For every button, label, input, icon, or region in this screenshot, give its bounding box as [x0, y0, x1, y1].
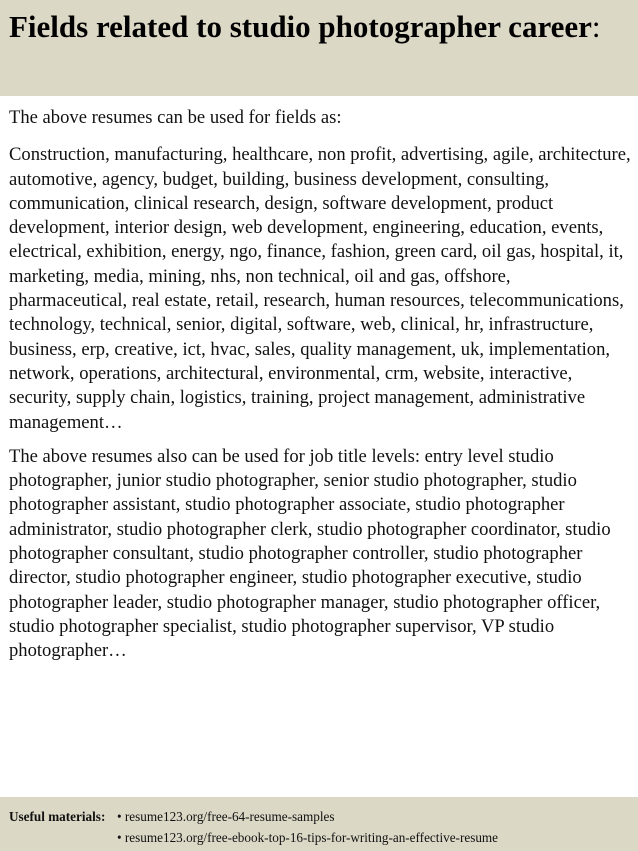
resource-link-resume-samples[interactable]: • resume123.org/free-64-resume-samples [117, 809, 335, 824]
page-title-main: Fields related to studio photographer career [9, 9, 592, 44]
main-content [9, 106, 631, 674]
footer-label-spacer [9, 827, 117, 848]
footer-content [9, 806, 629, 848]
intro-text: The above resumes can be used for fields as: [9, 107, 342, 128]
fields-list-text: Construction, manufacturing, healthcare, non profit, advertising, agile, architecture, automotive, agency, budget, building, business development, consulting, communication, clinical research, design, software development, product development, interior design, web development, engineering, education, events, electrical, exhibition, energy, ngo, finance, fashion, green card, oil gas, hospital, it, marketing, media, mining, nhs, non technical, oil and gas, offshore, pharmaceutical, real estate, retail, research, human resources, telecommunications, technology, technical, senior, digital, software, web, clinical, hr, infrastructure, business, erp, creative, ict, hvac, sales, quality management, uk, implementation, network, operations, architectural, environmental, crm, website, interactive, security, supply chain, logistics, training, project management, administrative management… [9, 144, 631, 433]
page-title-colon: : [591, 9, 601, 44]
useful-materials-label-colon: : [100, 809, 106, 824]
resource-link-ebook-tips[interactable]: • resume123.org/free-ebook-top-16-tips-for-writing-an-effective-resume [117, 830, 499, 845]
footer-row-1 [9, 806, 629, 827]
useful-materials-label [9, 806, 117, 827]
job-levels-text: The above resumes also can be used for job title levels: entry level studio photographer, junior studio photographer, senior studio photographer, studio photographer assistant, studio photographer associate, studio photographer administrator, studio photographer clerk, studio photographer coordinator, studio photographer consultant, studio photographer controller, studio photographer director, studio photographer engineer, studio photographer executive, studio photographer leader, studio photographer manager, studio photographer officer, studio photographer specialist, studio photographer supervisor, VP studio photographer… [9, 445, 611, 662]
footer-row-2 [9, 827, 629, 848]
page-title [9, 7, 629, 47]
useful-materials-footer [0, 797, 638, 851]
title-bar [0, 0, 638, 96]
useful-materials-label-text: Useful materials [9, 809, 101, 824]
